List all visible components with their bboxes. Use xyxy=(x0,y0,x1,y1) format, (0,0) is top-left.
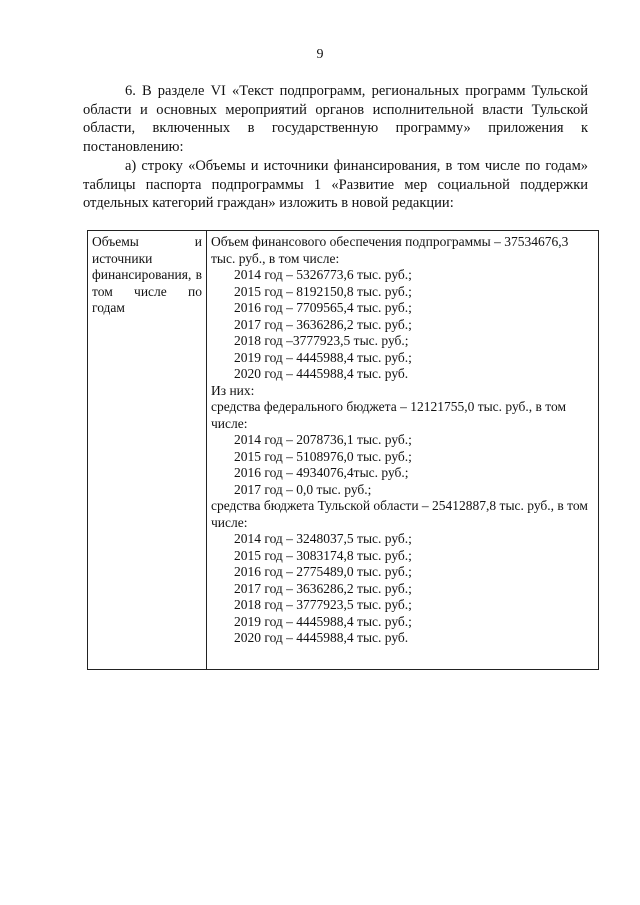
of-them-label: Из них: xyxy=(211,382,255,398)
list-item: 2019 год – 4445988,4 тыс. руб.; xyxy=(234,613,412,629)
federal-budget-line: средства федерального бюджета – 12121755,0 тыс. руб., в том числе: xyxy=(211,399,567,431)
list-item: 2017 год – 3636286,2 тыс. руб.; xyxy=(234,316,412,332)
total-funding-line: Объем финансового обеспечения подпрограммы – 37534676,3 тыс. руб., в том числе: xyxy=(211,234,569,266)
row-label: Объемы и источники финансирования, в том числе по годам xyxy=(92,234,202,315)
regional-budget-line: средства бюджета Тульской области – 25412887,8 тыс. руб., в том числе: xyxy=(211,498,588,530)
row-label-cell xyxy=(88,231,207,670)
total-years-list xyxy=(211,267,594,383)
list-item: 2014 год – 2078736,1 тыс. руб.; xyxy=(234,432,412,447)
list-item: 2020 год – 4445988,4 тыс. руб. xyxy=(234,630,409,645)
list-item: 2014 год – 5326773,6 тыс. руб.; xyxy=(234,267,412,282)
list-item: 2017 год – 3636286,2 тыс. руб.; xyxy=(234,580,412,596)
list-item: 2019 год – 4445988,4 тыс. руб.; xyxy=(234,349,412,365)
list-item: 2020 год – 4445988,4 тыс. руб. xyxy=(234,366,409,381)
list-item: 2018 год – 3777923,5 тыс. руб.; xyxy=(234,597,412,612)
table-row xyxy=(88,231,599,670)
page-number: 9 xyxy=(316,47,324,62)
paragraph-section-6: 6. В разделе VI «Текст подпрограмм, региональных программ Тульской области и основных мероприятий органов исполнительной власти Тульской области, включенных в государственную программу» приложения к постановлению: xyxy=(83,83,588,155)
regional-years-list xyxy=(211,531,594,647)
list-item: 2015 год – 8192150,8 тыс. руб.; xyxy=(234,283,412,299)
list-item: 2015 год – 3083174,8 тыс. руб.; xyxy=(234,547,412,563)
list-item: 2018 год –3777923,5 тыс. руб.; xyxy=(234,333,409,348)
list-item: 2016 год – 2775489,0 тыс. руб.; xyxy=(234,564,412,579)
list-item: 2015 год – 5108976,0 тыс. руб.; xyxy=(234,448,412,464)
paragraph-item-a: а) строку «Объемы и источники финансирования, в том числе по годам» таблицы паспорта подпрограммы 1 «Развитие мер социальной поддержки отдельных категорий граждан» изложить в новой редакции: xyxy=(83,158,588,211)
list-item: 2014 год – 3248037,5 тыс. руб.; xyxy=(234,531,412,546)
federal-years-list xyxy=(211,432,594,498)
list-item: 2016 год – 7709565,4 тыс. руб.; xyxy=(234,300,412,315)
row-content-cell xyxy=(207,231,599,670)
passport-table xyxy=(87,230,599,670)
list-item: 2017 год – 0,0 тыс. руб.; xyxy=(234,481,372,497)
list-item: 2016 год – 4934076,4тыс. руб.; xyxy=(234,465,409,480)
